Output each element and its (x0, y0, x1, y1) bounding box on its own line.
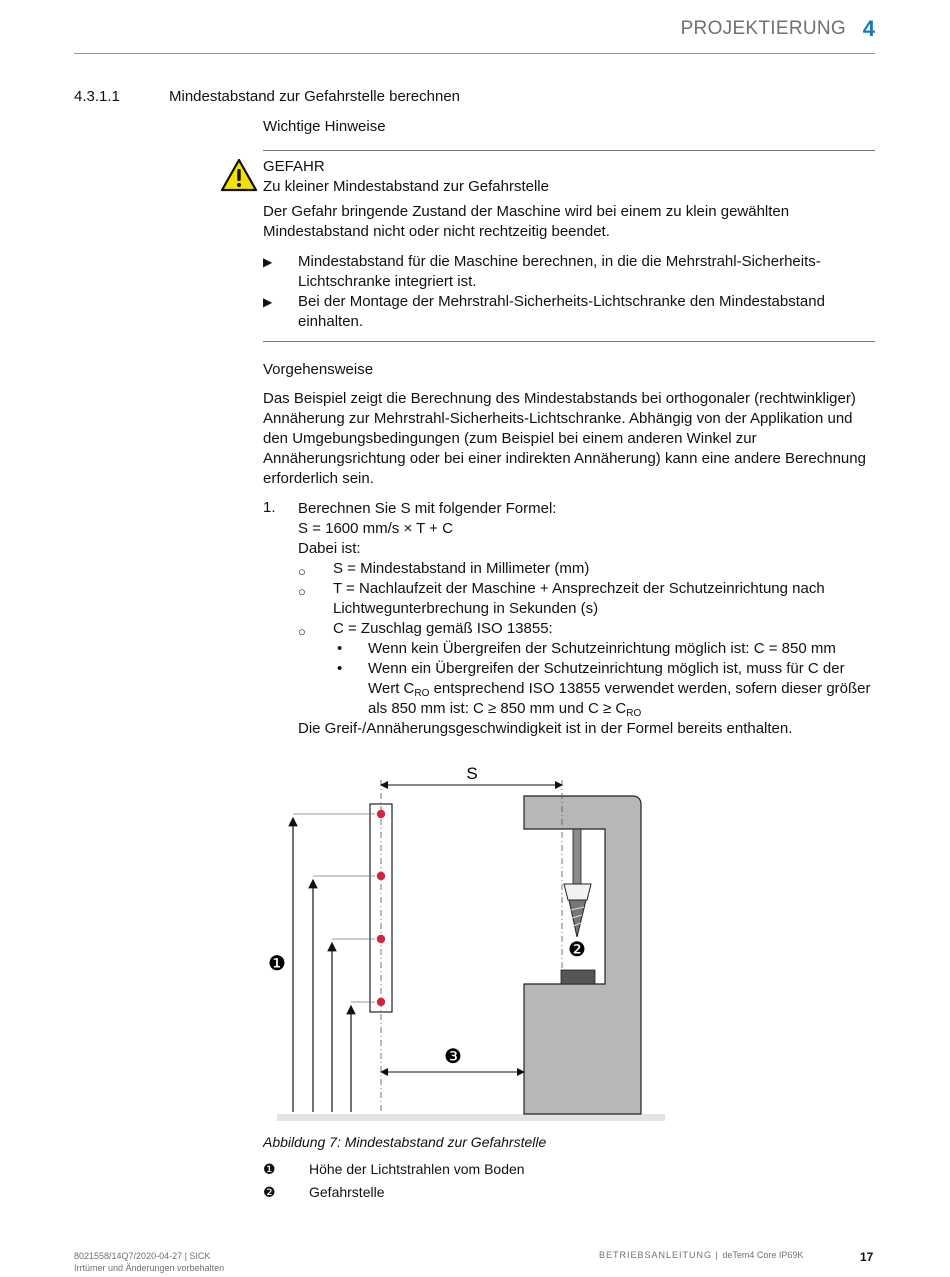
legend-item-1: ❶ Höhe der Lichtstrahlen vom Boden (263, 1161, 525, 1177)
marker-2: ❷ (568, 937, 586, 961)
list-item: ○ C = Zuschlag gemäß ISO 13855: • Wenn kein Übergreifen der Schutzeinrichtung möglich ist: C = 850 mm • Wenn ein Übergreifen der Schutzeinrichtung möglich ist, muss für C der Wert $C_{RO}$ entsprechend ISO 13855 verwendet werden, sofern dieser größer als 850 mm ist: C ≥ 850 mm und $C \ge C_{RO}$ (298, 619, 875, 719)
circle-bullet-icon: ○ (298, 584, 306, 599)
warning-bottom-rule (263, 341, 875, 342)
beam-dot (377, 810, 385, 818)
marker-3: ❸ (444, 1044, 462, 1068)
disclaimer: Irrtümer und Änderungen vorbehalten (74, 1263, 225, 1273)
step-text: Berechnen Sie S mit folgender Formel: (298, 500, 557, 517)
legend-item-2: ❷ Gefahrstelle (263, 1184, 385, 1200)
circle-bullet-icon: ○ (298, 564, 306, 579)
height-extension-lines (293, 814, 375, 1002)
list-item: • Wenn kein Übergreifen der Schutzeinrichtung möglich ist: C = 850 mm (337, 640, 836, 657)
important-heading: Wichtige Hinweise (263, 118, 386, 135)
step-body (298, 499, 875, 739)
c-cases (333, 639, 875, 719)
dot-bullet-icon: • (337, 640, 343, 657)
floor (277, 1114, 665, 1121)
arrow-right-icon: ▶ (263, 255, 273, 269)
dot-bullet-icon: • (337, 660, 343, 677)
step-number: 1. (263, 499, 276, 516)
chapter-title: PROJEKTIERUNG (680, 18, 846, 39)
footer-right: BETRIEBSANLEITUNG | deTem4 Core IP69K (599, 1250, 804, 1260)
procedure-intro: Das Beispiel zeigt die Berechnung des Mindestabstands bei orthogonaler (rechtwinkliger) Annäherung zur Mehrstrahl-Sicherheits-Lichtschranke. Abhängig von der Applikation und den Umgebungsbedingungen (zum Beispiel bei einem anderen Winkel zur Annäherungsrichtung oder bei einer indirekten Annäherung) kann eine andere Berechnung erforderlich sein. (263, 390, 866, 487)
doc-id: 8021558/14Q7/2020-04-27 | SICK (74, 1251, 211, 1261)
circle-bullet-icon: ○ (298, 624, 306, 639)
formula: S = 1600 mm/s × T + C (298, 520, 453, 537)
product-name: deTem4 Core IP69K (722, 1250, 804, 1260)
drill-bit-icon (569, 900, 586, 937)
section-number: 4.3.1.1 (74, 88, 120, 105)
section-title: Mindestabstand zur Gefahrstelle berechnen (169, 88, 461, 105)
warning-subtitle: Zu kleiner Mindestabstand zur Gefahrstelle (263, 178, 549, 195)
arrow-right-icon: ▶ (263, 295, 273, 309)
list-item: • Wenn ein Übergreifen der Schutzeinrichtung möglich ist, muss für C der Wert $C_{RO}$ entsprechend ISO 13855 verwendet werden, sofern dieser größer als 850 mm ist: C ≥ 850 mm und $C \ge C_{RO}$ (337, 660, 871, 719)
warning-label: GEFAHR (263, 158, 325, 175)
workpiece (561, 970, 595, 984)
warning-body: Der Gefahr bringende Zustand der Maschine wird bei einem zu klein gewählten Mindestabstand nicht oder nicht rechtzeitig beendet. (263, 203, 790, 240)
marker-1: ❶ (268, 951, 286, 975)
list-item: ○ T = Nachlaufzeit der Maschine + Ansprechzeit der Schutzeinrichtung nach Lichtwegunterbrechung in Sekunden (s) (298, 580, 825, 617)
beam-dot (377, 935, 385, 943)
page-number: 17 (860, 1250, 874, 1264)
s-label: S (466, 764, 478, 783)
height-arrows (293, 818, 351, 1112)
where-label: Dabei ist: (298, 540, 361, 557)
warning-top-rule (263, 150, 875, 151)
term-list (298, 559, 875, 719)
list-item: ○ S = Mindestabstand in Millimeter (mm) (298, 559, 875, 579)
list-item: ▶ Mindestabstand für die Maschine berechnen, in die die Mehrstrahl-Sicherheits-Lichtschranke integriert ist. (263, 253, 821, 290)
doc-type: BETRIEBSANLEITUNG (599, 1250, 713, 1260)
minimum-distance-figure (255, 760, 675, 1130)
list-item: ▶ Bei der Montage der Mehrstrahl-Sicherheits-Lichtschranke den Mindestabstand einhalten. (263, 293, 825, 330)
procedure-heading: Vorgehensweise (263, 361, 374, 378)
header-rule (74, 53, 875, 54)
tool-chuck (564, 884, 591, 900)
warning-actions (263, 252, 875, 332)
speed-note: Die Greif-/Annäherungsgeschwindigkeit ist in der Formel bereits enthalten. (298, 720, 793, 737)
warning-triangle-icon (220, 158, 258, 192)
beam-dot (377, 998, 385, 1006)
beam-dot (377, 872, 385, 880)
chapter-number: 4 (862, 16, 875, 41)
figure-caption: Abbildung 7: Mindestabstand zur Gefahrstelle (263, 1134, 547, 1150)
tool-shaft (573, 829, 581, 884)
footer-left (74, 1250, 224, 1274)
